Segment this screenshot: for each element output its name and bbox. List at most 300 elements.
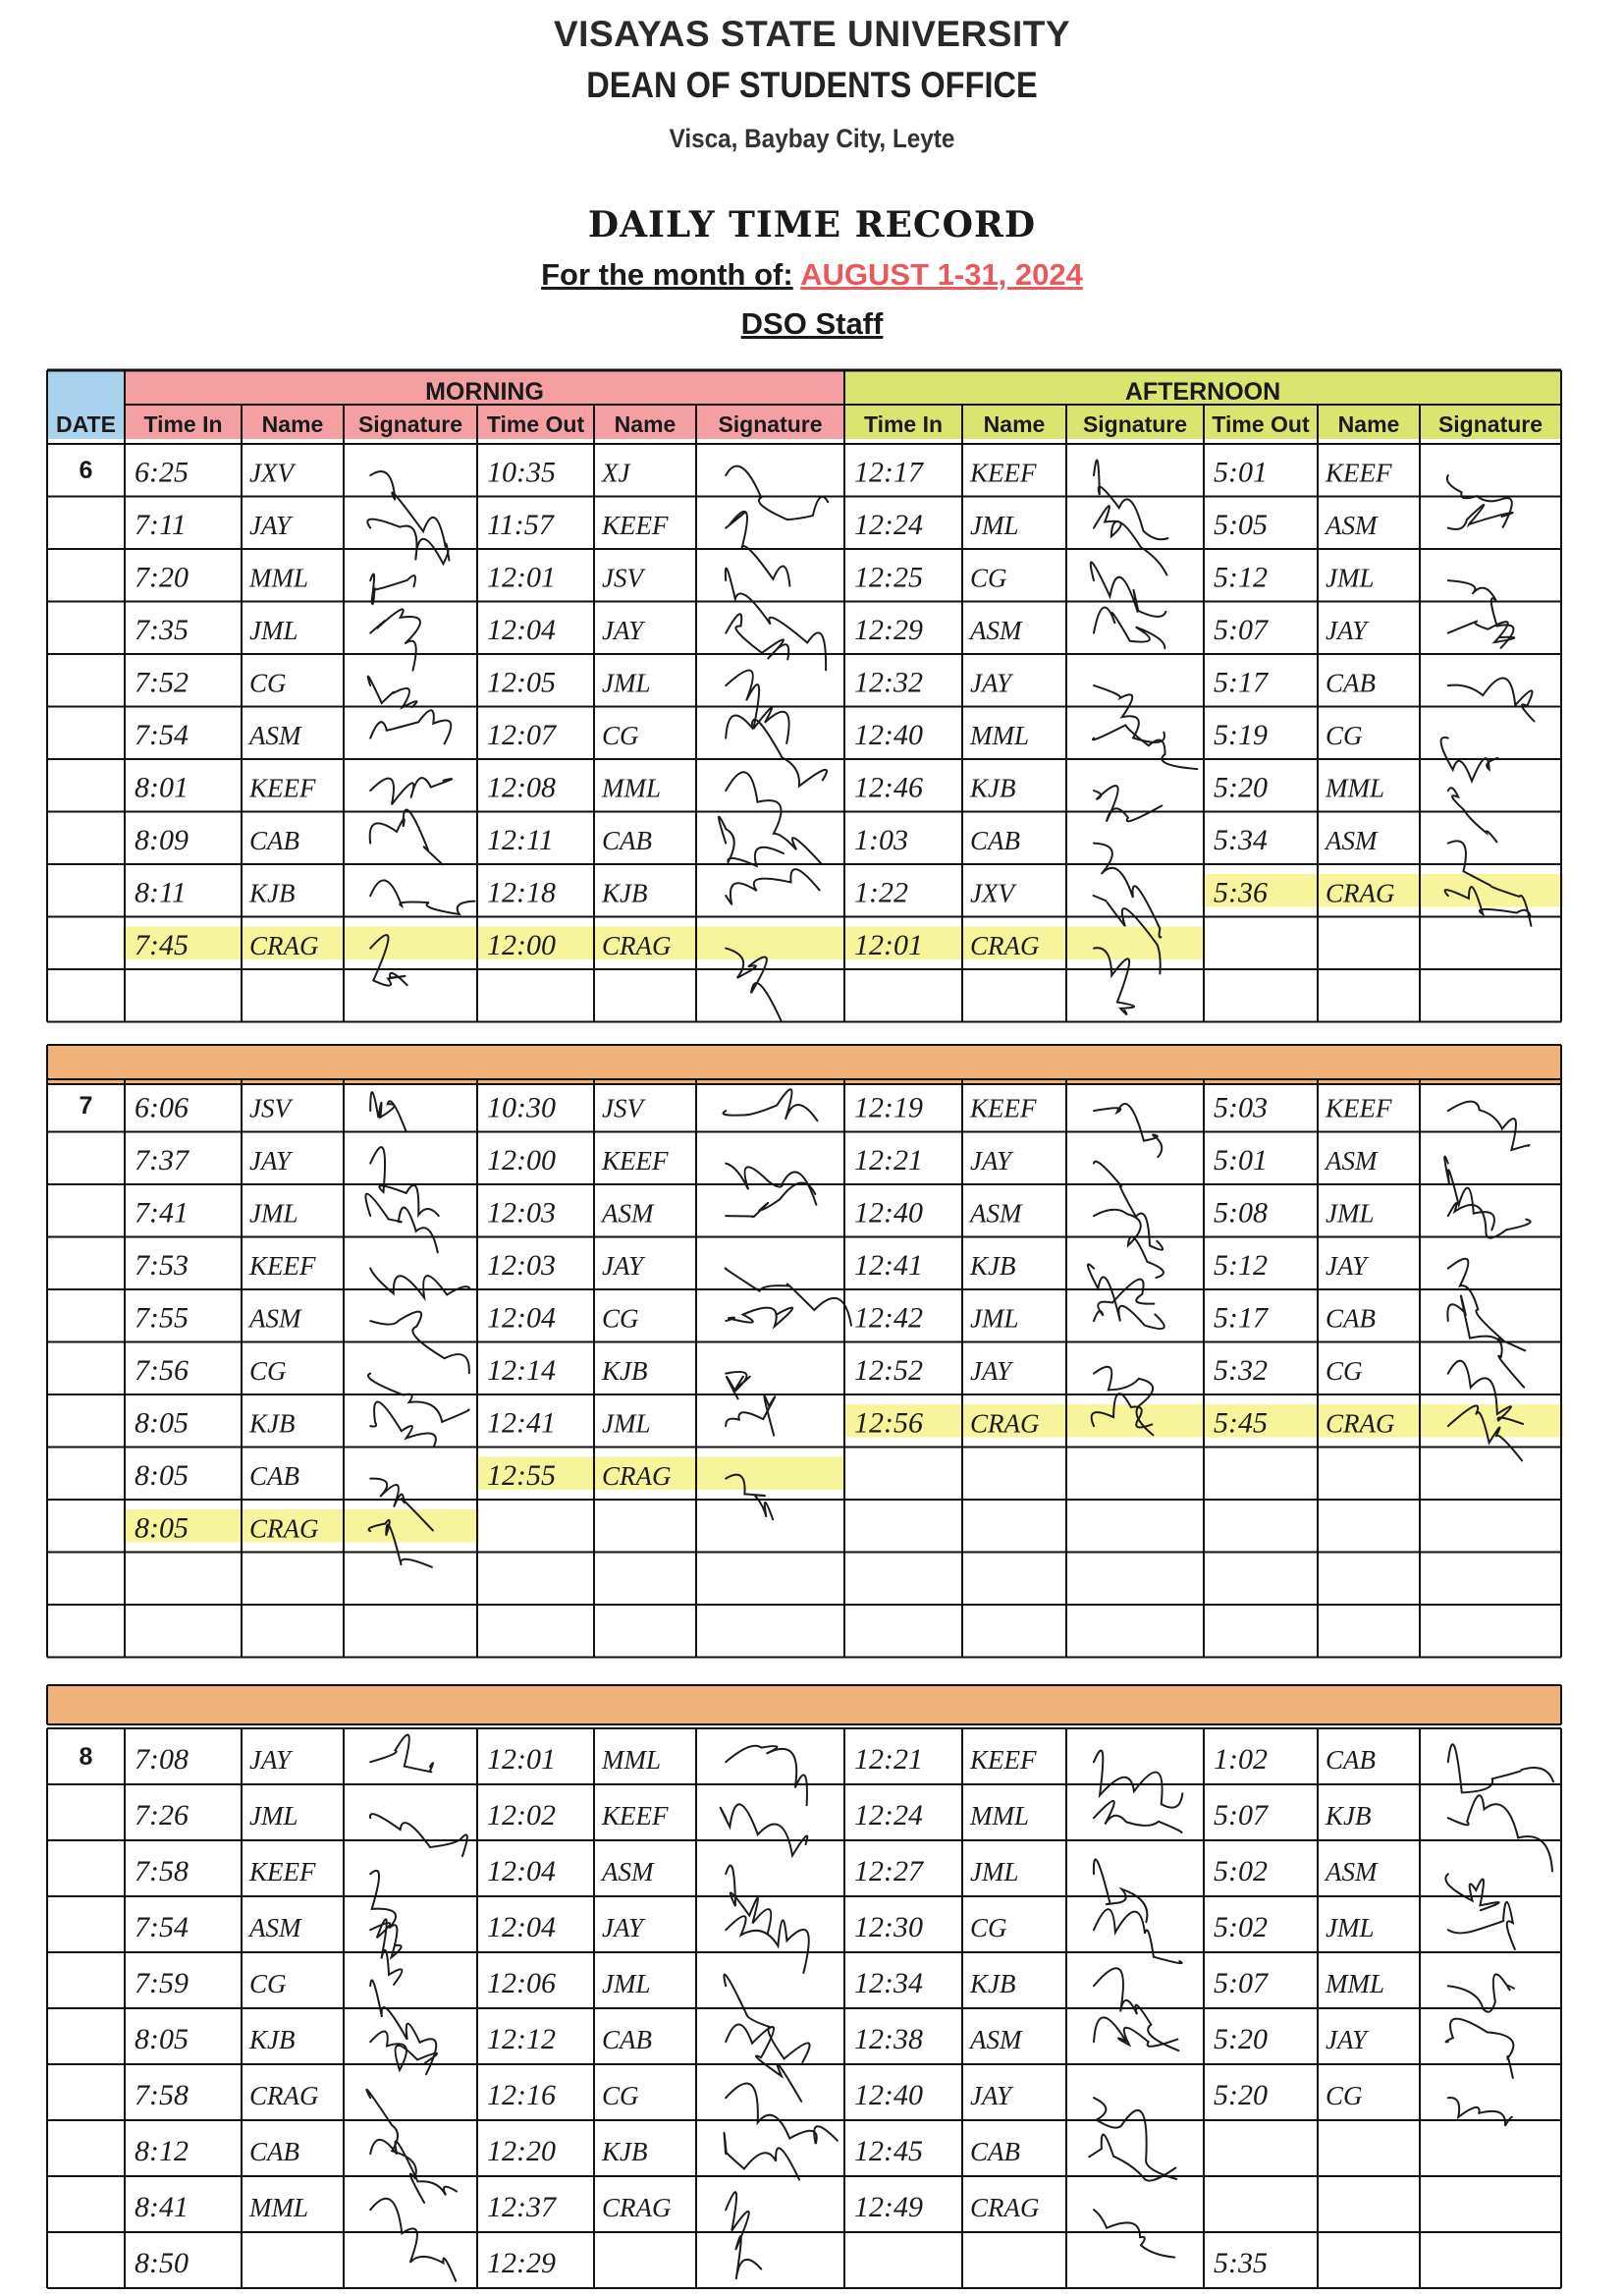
time-entry: 5:02 [1214,1911,1268,1944]
table-row [135,2191,1174,2281]
name-initials: MML [1326,773,1384,803]
time-entry: 7:52 [135,666,189,699]
name-initials: MML [249,563,308,593]
table-row [135,2017,1513,2101]
name-initials: CG [1326,1356,1363,1387]
name-initials: JML [249,1198,298,1229]
name-initials: CG [602,2081,639,2111]
name-initials: JXV [970,878,1014,908]
name-initials: JAY [602,616,644,646]
name-initials: KJB [249,878,296,908]
name-initials: MML [1326,1969,1384,1999]
time-entry: 7:58 [135,2079,189,2112]
column-header: Time Out [486,411,585,437]
name-initials: KEEF [1326,458,1392,488]
signature-scribble [370,1871,401,1957]
signature-scribble [726,1746,807,1806]
name-initials: MML [970,721,1029,751]
name-initials: CRAG [970,931,1040,961]
month-label: For the month of: [541,257,793,292]
time-entry: 5:07 [1214,1967,1268,2000]
name-initials: JSV [602,563,643,593]
signature-scribble [370,880,474,914]
form-title: DAILY TIME RECORD [587,204,1037,246]
name-initials: JAY [970,2081,1012,2111]
time-entry: 7:53 [135,1249,189,1283]
signature-scribble [1094,1104,1162,1157]
time-entry: 5:12 [1214,1249,1268,1283]
time-entry: 1:22 [854,876,908,909]
name-initials: KJB [970,773,1016,803]
name-initials: ASM [249,721,301,751]
highlight-mark [694,927,846,960]
signature-scribble [725,2133,800,2180]
name-initials: JAY [249,1146,292,1176]
time-entry: 5:32 [1214,1354,1268,1388]
time-entry: 6:06 [135,1091,189,1124]
signature-scribble [370,1092,406,1131]
time-entry: 12:17 [854,456,923,489]
signature-scribble [1094,461,1167,540]
office-address: Visca, Baybay City, Leyte [669,124,955,153]
signature-scribble [370,609,420,670]
name-initials: JML [602,1969,651,1999]
signature-scribble [1448,1795,1552,1871]
signature-scribble [726,2192,761,2279]
name-initials: CRAG [249,931,319,961]
time-entry: 8:11 [135,876,187,909]
time-entry: 8:05 [135,2023,189,2056]
signature-scribble [1094,2017,1177,2046]
name-initials: CRAG [970,1408,1040,1439]
morning-label: MORNING [425,378,544,406]
date-label: 8 [79,1743,93,1772]
name-initials: CRAG [249,2081,319,2111]
column-header: Name [261,411,324,437]
name-initials: JSV [602,1093,643,1123]
time-entry: 12:06 [487,1967,556,2000]
name-initials: JXV [249,458,294,488]
time-entry: 12:46 [854,771,923,804]
table-row [135,929,1134,1021]
signature-scribble [370,1269,470,1298]
highlight-mark [1418,874,1563,907]
signature-scribble [726,1268,851,1325]
name-initials: JAY [602,1913,644,1943]
name-initials: CG [1326,2081,1363,2111]
signature-scribble [370,1814,467,1856]
name-initials: ASM [970,2025,1022,2055]
signature-scribble [1448,1203,1531,1238]
name-initials: KJB [970,1969,1016,1999]
name-initials: CG [249,668,287,698]
name-initials: JAY [1326,2025,1368,2055]
name-initials: CRAG [1326,1408,1395,1439]
name-initials: CAB [249,2137,299,2167]
signature-scribble [1094,844,1161,938]
signature-scribble [1448,1744,1553,1792]
name-initials: MML [602,773,661,803]
name-initials: CRAG [970,2193,1040,2223]
name-initials: MML [970,1801,1029,1831]
time-entry: 12:27 [854,1855,923,1888]
time-entry: 5:45 [1214,1406,1268,1440]
time-entry: 7:54 [135,1911,189,1944]
time-entry: 5:03 [1214,1091,1268,1124]
name-initials: CRAG [249,1513,319,1544]
time-entry: 10:30 [487,1091,556,1124]
signature-scribble [370,810,443,865]
name-initials: JSV [249,1093,291,1123]
time-entry: 6:25 [135,456,189,489]
time-entry: 12:40 [854,2079,923,2112]
time-entry: 1:03 [854,824,908,857]
time-entry: 12:04 [487,614,556,647]
table-row [135,457,1512,561]
time-entry: 12:04 [487,1301,556,1335]
name-initials: KJB [602,1356,648,1387]
date-group [47,1079,1561,1658]
time-entry: 7:08 [135,1743,189,1777]
name-initials: CAB [1326,668,1376,698]
table-row [135,1967,1514,2074]
time-entry: 8:41 [135,2191,189,2224]
table-row [135,2133,1175,2196]
time-entry: 11:57 [487,509,554,542]
column-header: Signature [1082,411,1188,437]
signature-scribble [1448,1974,1514,2011]
time-entry: 12:12 [487,2023,556,2056]
table-row [135,2079,1512,2203]
name-initials: KEEF [970,458,1037,488]
time-entry: 5:19 [1214,719,1268,752]
time-entry: 12:08 [487,771,556,804]
name-initials: CG [249,1356,287,1387]
signature-scribble [1445,1874,1498,1910]
signature-scribble [370,1980,436,2074]
name-initials: XJ [602,458,630,488]
name-initials: JAY [249,511,292,541]
highlight-mark [342,1509,479,1543]
name-initials: JML [1326,563,1375,593]
signature-scribble [1094,1801,1181,1832]
signature-scribble [370,1147,439,1216]
signature-scribble [1094,1280,1154,1321]
highlight-mark [1418,1404,1563,1438]
time-entry: 5:36 [1214,876,1268,909]
time-entry: 12:34 [854,1967,923,2000]
time-entry: 12:21 [854,1144,923,1177]
signature-scribble [726,2084,838,2144]
time-entry: 12:37 [487,2191,556,2224]
signature-scribble [1094,1210,1164,1278]
signature-scribble [719,817,784,866]
time-entry: 5:20 [1214,2023,1268,2056]
signature-scribble [1447,475,1512,527]
name-initials: CAB [249,826,299,856]
name-initials: MML [602,1745,661,1776]
name-initials: JAY [970,1356,1012,1387]
time-entry: 10:35 [487,456,556,489]
name-initials: JML [970,1303,1019,1334]
time-entry: 5:17 [1214,1301,1268,1335]
time-entry: 12:01 [487,1743,556,1777]
time-entry: 12:55 [487,1459,556,1493]
time-entry: 7:11 [135,509,187,542]
time-entry: 12:19 [854,1091,923,1124]
time-entry: 12:24 [854,509,923,542]
table-row [135,505,1513,586]
time-entry: 12:40 [854,1196,923,1230]
signature-scribble [726,1308,792,1327]
signature-scribble [1094,1859,1147,1922]
signature-scribble [1094,607,1164,648]
time-entry: 5:17 [1214,666,1268,699]
name-initials: KEEF [970,1745,1037,1776]
signature-scribble [1094,1750,1182,1807]
signature-scribble [365,1194,437,1253]
time-entry: 12:05 [487,666,556,699]
time-entry: 12:07 [487,719,556,752]
name-initials: ASM [970,616,1022,646]
time-entry: 12:40 [854,719,923,752]
date-separator [47,1685,1561,1724]
name-initials: CG [970,1913,1007,1943]
signature-scribble [1448,678,1535,721]
column-header: Signature [357,411,463,437]
name-initials: KJB [602,2137,648,2167]
column-header: Name [1337,411,1400,437]
highlight-mark [1064,1404,1206,1438]
signature-scribble [1094,685,1164,742]
name-initials: JML [1326,1913,1375,1943]
time-entry: 5:01 [1214,1144,1268,1177]
name-initials: CAB [249,1461,299,1492]
time-entry: 12:30 [854,1911,923,1944]
time-entry: 8:05 [135,1511,189,1545]
name-initials: CAB [970,2137,1020,2167]
name-initials: ASM [249,1913,301,1943]
date-label: 7 [79,1091,93,1120]
table-row [135,710,1497,786]
signature-scribble [368,677,417,708]
column-header: Name [983,411,1046,437]
signature-scribble [1094,506,1166,574]
name-initials: MML [249,2193,308,2223]
signature-scribble [724,1975,809,2062]
name-initials: CAB [602,2025,652,2055]
time-entry: 7:58 [135,1855,189,1888]
signature-scribble [726,2025,801,2102]
name-initials: CAB [1326,1303,1376,1334]
name-initials: KEEF [970,1093,1037,1123]
name-initials: JAY [1326,1251,1368,1282]
time-entry: 7:26 [135,1799,189,1832]
time-entry: 12:56 [854,1406,923,1440]
time-entry: 8:09 [135,824,189,857]
time-entry: 12:03 [487,1249,556,1283]
time-entry: 12:14 [487,1354,556,1388]
signature-scribble [726,1916,809,1973]
name-initials: JML [970,511,1019,541]
office-name: DEAN OF STUDENTS OFFICE [586,65,1038,105]
name-initials: JML [602,1408,651,1439]
name-initials: CRAG [602,2193,672,2223]
time-entry: 5:35 [1214,2247,1268,2280]
name-initials: ASM [1326,1146,1378,1176]
signature-scribble [370,1735,433,1773]
signature-scribble [721,1804,808,1855]
time-entry: 12:41 [854,1249,923,1283]
signature-scribble [370,710,451,743]
name-initials: ASM [1326,1857,1378,1887]
column-header: Time In [863,411,944,437]
date-label: 6 [79,456,93,484]
time-entry: 7:20 [135,561,189,594]
name-initials: KJB [602,878,648,908]
name-initials: JAY [1326,616,1368,646]
table-row [135,772,1496,864]
name-initials: KEEF [249,1857,316,1887]
signature-scribble [368,1374,469,1422]
name-initials: CAB [602,826,652,856]
time-entry: 8:01 [135,771,189,804]
name-initials: CG [1326,721,1363,751]
signature-scribble [370,1401,436,1446]
time-entry: 12:42 [854,1301,923,1335]
time-entry: 8:05 [135,1406,189,1440]
signature-scribble [1448,1102,1530,1150]
column-header: Signature [1437,411,1543,437]
time-entry: 8:05 [135,1459,189,1493]
signature-scribble [1094,2210,1174,2257]
name-initials: JAY [970,668,1012,698]
name-initials: KJB [970,1251,1016,1282]
time-entry: 12:03 [487,1196,556,1230]
signature-scribble [1088,1264,1164,1329]
signature-scribble [726,1395,775,1435]
name-initials: CAB [1326,1745,1376,1776]
highlight-mark [1064,927,1206,960]
name-initials: ASM [249,1303,301,1334]
name-initials: CG [249,1969,287,1999]
name-initials: KEEF [602,511,669,541]
column-header: Time In [143,411,223,437]
time-entry: 5:34 [1214,824,1268,857]
staff-label: DSO Staff [740,306,884,341]
highlight-mark [694,1457,846,1491]
time-entry: 5:02 [1214,1855,1268,1888]
time-entry: 12:49 [854,2191,923,2224]
signature-scribble [724,1089,818,1121]
time-entry: 7:56 [135,1354,189,1388]
time-entry: 12:16 [487,2079,556,2112]
name-initials: CG [602,721,639,751]
signature-scribble [370,778,452,804]
time-entry: 12:04 [487,1855,556,1888]
name-initials: CRAG [602,931,672,961]
name-initials: CAB [970,826,1020,856]
time-entry: 5:20 [1214,771,1268,804]
time-entry: 12:01 [487,561,556,594]
time-entry: 12:52 [854,1354,923,1388]
name-initials: JML [249,616,298,646]
name-initials: CG [602,1303,639,1334]
signature-scribble [370,2140,457,2196]
name-initials: JML [249,1801,298,1831]
time-entry: 5:05 [1214,509,1268,542]
time-entry: 12:18 [487,876,556,909]
name-initials: KEEF [602,1146,669,1176]
time-entry: 12:01 [854,929,923,962]
time-entry: 7:45 [135,929,189,962]
column-header: DATE [56,411,116,437]
signature-scribble [1448,2098,1512,2126]
time-entry: 5:12 [1214,561,1268,594]
name-initials: ASM [970,1198,1022,1229]
table-row [135,1144,1494,1250]
signature-scribble [726,869,819,904]
time-entry: 5:08 [1214,1196,1268,1230]
time-entry: 8:12 [135,2135,189,2168]
time-entry: 5:07 [1214,1799,1268,1832]
name-initials: JML [1326,1198,1375,1229]
column-header: Time Out [1212,411,1310,437]
time-entry: 12:20 [487,2135,556,2168]
time-entry: 12:41 [487,1406,556,1440]
name-initials: ASM [602,1198,654,1229]
time-entry: 7:41 [135,1196,189,1230]
time-entry: 12:29 [487,2247,556,2280]
name-initials: ASM [1326,826,1378,856]
name-initials: CRAG [1326,878,1395,908]
time-entry: 12:00 [487,929,556,962]
time-entry: 12:24 [854,1799,923,1832]
time-entry: 7:59 [135,1967,189,2000]
signature-scribble [370,471,449,561]
table-row [135,1902,1515,1985]
time-entry: 8:50 [135,2247,189,2280]
month-value: AUGUST 1-31, 2024 [800,257,1083,292]
name-initials: KEEF [249,1251,316,1282]
name-initials: ASM [1326,511,1378,541]
time-entry: 1:02 [1214,1743,1268,1777]
time-entry: 5:07 [1214,614,1268,647]
time-entry: 7:54 [135,719,189,752]
date-group [47,1728,1561,2288]
signature-scribble [1446,2019,1514,2078]
column-header: Name [614,411,677,437]
signature-scribble [1094,1968,1178,2050]
time-entry: 7:55 [135,1301,189,1335]
signature-scribble [370,2199,456,2281]
name-initials: JAY [602,1251,644,1282]
time-entry: 7:37 [135,1144,189,1177]
time-entry: 5:20 [1214,2079,1268,2112]
signature-scribble [1094,786,1162,822]
name-initials: KJB [249,1408,296,1439]
table-row [135,607,1514,670]
name-initials: JAY [970,1146,1012,1176]
time-entry: 7:35 [135,614,189,647]
signature-scribble [367,519,448,565]
time-entry: 12:38 [854,2023,923,2056]
name-initials: ASM [602,1857,654,1887]
time-entry: 12:29 [854,614,923,647]
name-initials: JML [970,1857,1019,1887]
table-row [135,2247,1268,2279]
time-entry: 12:45 [854,2135,923,2168]
